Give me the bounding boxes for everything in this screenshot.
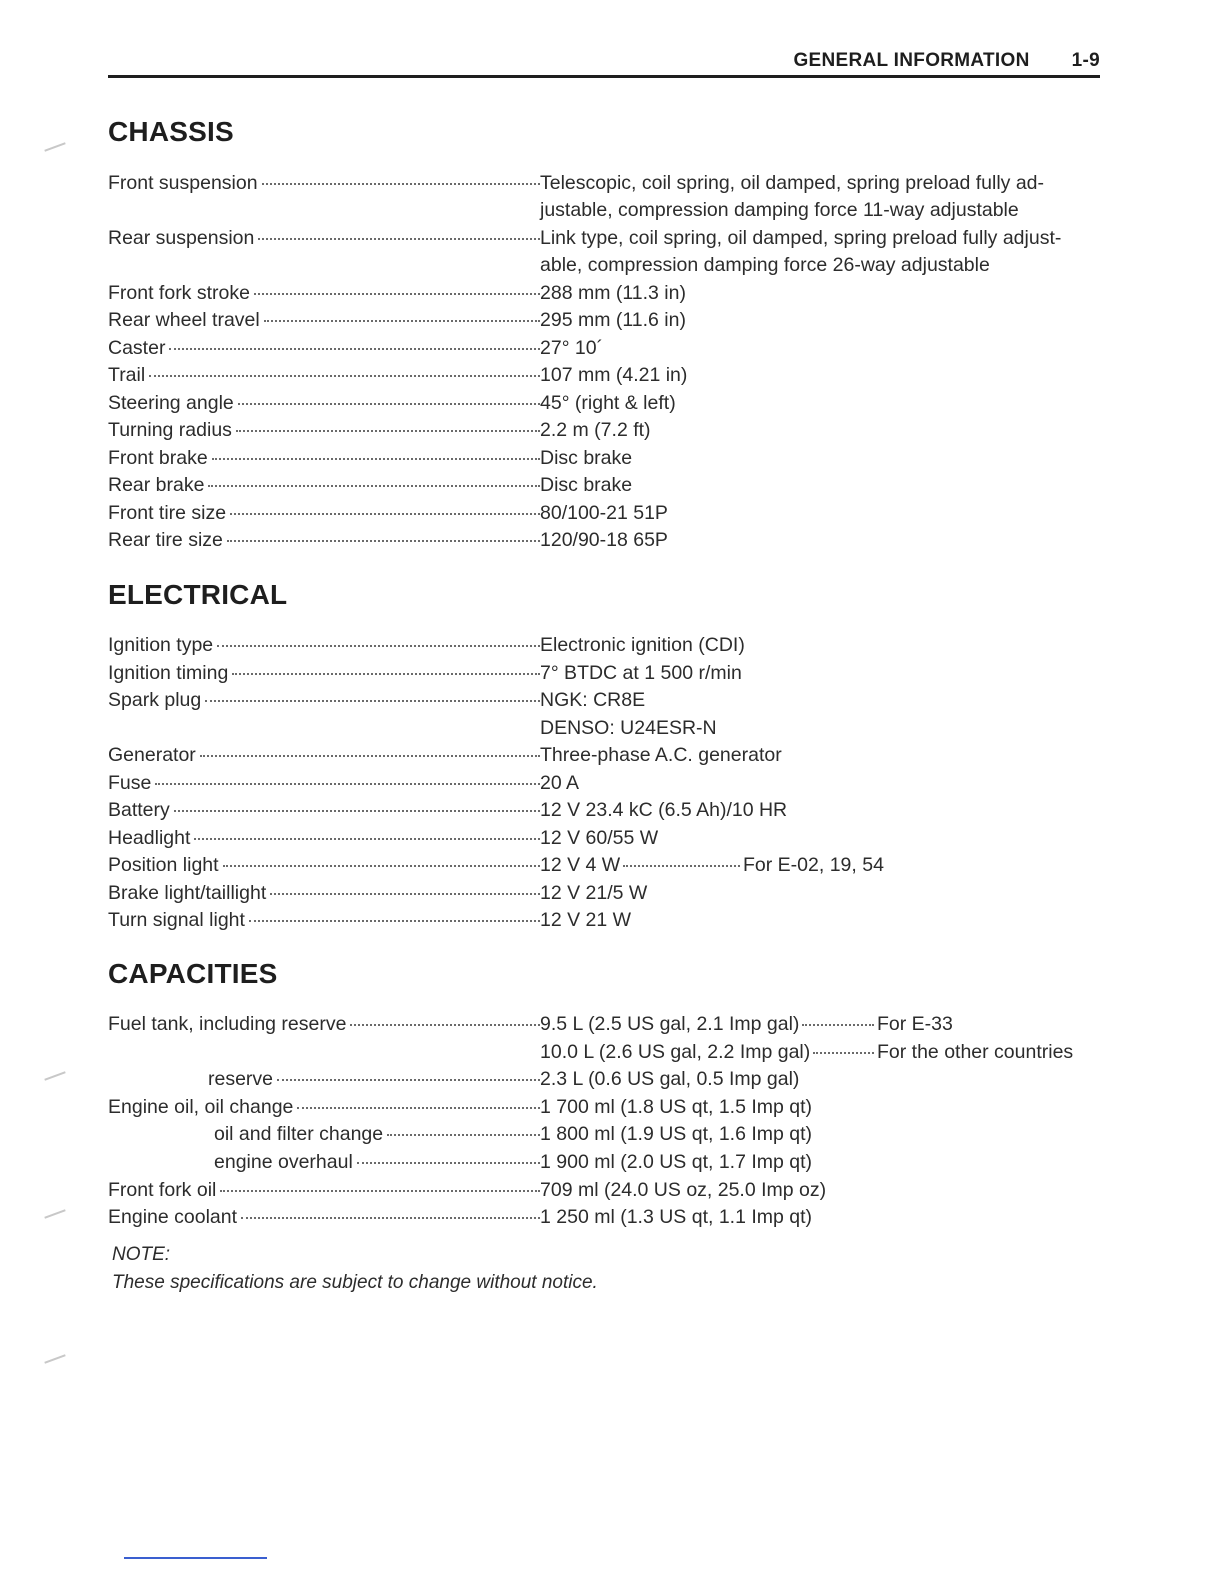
spec-value: justable, compression damping force 11-way adjustable xyxy=(540,199,1019,221)
dot-leader xyxy=(623,865,740,867)
spec-label-cell xyxy=(108,364,540,387)
spec-value-cell xyxy=(540,1013,953,1036)
spec-label: Headlight xyxy=(108,827,191,849)
spec-label: Generator xyxy=(108,744,196,766)
dot-leader xyxy=(254,293,540,295)
spec-value: 1 250 ml (1.3 US qt, 1.1 Imp qt) xyxy=(540,1206,813,1228)
dot-leader xyxy=(169,348,540,350)
spec-label: Fuel tank, including reserve xyxy=(108,1013,347,1035)
spec-value: Link type, coil spring, oil damped, spring preload fully adjust- xyxy=(540,227,1062,249)
spec-row xyxy=(108,772,579,800)
binding-mark xyxy=(44,1354,65,1363)
spec-row xyxy=(214,1151,812,1179)
spec-value-cell xyxy=(540,1123,812,1146)
spec-label: Ignition type xyxy=(108,634,214,656)
dot-leader xyxy=(232,673,540,675)
spec-row xyxy=(108,799,787,827)
spec-label: Turn signal light xyxy=(108,909,245,931)
spec-value: 709 ml (24.0 US oz, 25.0 Imp oz) xyxy=(540,1179,827,1201)
dot-leader xyxy=(174,810,540,812)
spec-row xyxy=(108,717,717,745)
spec-row xyxy=(108,392,676,420)
spec-label: Rear brake xyxy=(108,474,205,496)
running-header xyxy=(108,46,1100,76)
spec-label: Position light xyxy=(108,854,219,876)
spec-value-cell xyxy=(540,1041,1073,1064)
spec-note: For E-33 xyxy=(877,1013,953,1035)
spec-label-cell xyxy=(108,447,540,470)
spec-value: 1 900 ml (2.0 US qt, 1.7 Imp qt) xyxy=(540,1151,813,1173)
spec-value-cell xyxy=(540,1206,812,1229)
spec-label: Rear tire size xyxy=(108,529,223,551)
dot-leader xyxy=(217,645,540,647)
spec-label-cell xyxy=(108,309,540,332)
spec-note: For the other countries xyxy=(877,1041,1074,1063)
spec-value-cell xyxy=(540,634,745,657)
dot-leader xyxy=(357,1162,540,1164)
spec-label-cell xyxy=(108,502,540,525)
binding-mark xyxy=(44,1071,65,1080)
spec-value: 295 mm (11.6 in) xyxy=(540,309,686,331)
spec-value: 20 A xyxy=(540,772,580,794)
spec-row xyxy=(108,882,647,910)
dot-leader xyxy=(220,1190,540,1192)
spec-value: 27° 10´ xyxy=(540,337,604,359)
spec-label-cell xyxy=(108,799,540,822)
dot-leader xyxy=(270,893,540,895)
spec-row xyxy=(108,662,742,690)
spec-value-cell xyxy=(540,772,579,795)
spec-row xyxy=(108,502,668,530)
spec-label: Trail xyxy=(108,364,146,386)
spec-value-cell xyxy=(540,502,668,525)
dot-leader xyxy=(205,700,540,702)
footer-link-underline xyxy=(124,1557,267,1559)
spec-label-cell xyxy=(108,662,540,685)
spec-label-cell xyxy=(108,337,540,360)
spec-value: 12 V 23.4 kC (6.5 Ah)/10 HR xyxy=(540,799,788,821)
spec-label: Turning radius xyxy=(108,419,232,441)
dot-leader xyxy=(238,403,540,405)
spec-label-cell xyxy=(108,882,540,905)
binding-mark xyxy=(44,1209,65,1218)
spec-label: Fuse xyxy=(108,772,152,794)
spec-value: DENSO: U24ESR-N xyxy=(540,717,717,739)
spec-value: Three-phase A.C. generator xyxy=(540,744,782,766)
spec-row xyxy=(108,474,632,502)
spec-label: reserve xyxy=(208,1068,274,1090)
spec-value: 107 mm (4.21 in) xyxy=(540,364,688,386)
spec-row xyxy=(108,744,782,772)
spec-value-cell xyxy=(540,1179,826,1202)
spec-row xyxy=(108,172,1044,200)
spec-label-cell xyxy=(108,1179,540,1202)
spec-label-cell xyxy=(108,419,540,442)
spec-value: 12 V 21 W xyxy=(540,909,632,931)
spec-label: Front suspension xyxy=(108,172,258,194)
spec-value-cell xyxy=(540,364,687,387)
spec-label: engine overhaul xyxy=(214,1151,353,1173)
spec-value: 2.3 L (0.6 US gal, 0.5 Imp gal) xyxy=(540,1068,800,1090)
spec-label: Rear wheel travel xyxy=(108,309,260,331)
dot-leader xyxy=(249,920,540,922)
spec-value: 7° BTDC at 1 500 r/min xyxy=(540,662,742,684)
spec-value-cell xyxy=(540,689,645,712)
spec-row xyxy=(108,419,651,447)
electrical-heading: ELECTRICAL xyxy=(108,579,288,610)
spec-row xyxy=(108,364,687,392)
dot-leader xyxy=(297,1107,540,1109)
header-section-title: GENERAL INFORMATION xyxy=(793,50,1030,71)
spec-row xyxy=(108,1041,1073,1069)
spec-value-cell xyxy=(540,447,632,470)
spec-row xyxy=(108,282,686,310)
spec-label-cell xyxy=(108,634,540,657)
spec-label: Engine coolant xyxy=(108,1206,238,1228)
dot-leader xyxy=(212,458,540,460)
dot-leader xyxy=(258,238,540,240)
spec-value: Electronic ignition (CDI) xyxy=(540,634,745,656)
spec-label: Steering angle xyxy=(108,392,234,414)
spec-value-cell xyxy=(540,419,651,442)
spec-row xyxy=(108,1206,812,1234)
spec-label-cell xyxy=(214,1151,540,1174)
spec-row xyxy=(108,227,1061,255)
spec-value-cell xyxy=(540,662,742,685)
dot-leader xyxy=(155,783,540,785)
spec-value-cell xyxy=(540,1068,799,1091)
spec-value: 120/90-18 65P xyxy=(540,529,668,551)
spec-note: For E-02, 19, 54 xyxy=(743,854,884,876)
spec-label-cell xyxy=(108,689,540,712)
spec-label-cell xyxy=(108,909,540,932)
spec-value-cell xyxy=(540,529,668,552)
dot-leader xyxy=(277,1079,540,1081)
spec-value-cell xyxy=(540,392,676,415)
spec-label: Engine oil, oil change xyxy=(108,1096,294,1118)
spec-row xyxy=(108,1013,953,1041)
spec-label: Front brake xyxy=(108,447,208,469)
spec-value-cell xyxy=(540,744,782,767)
spec-value-cell xyxy=(540,799,787,822)
spec-row xyxy=(108,909,631,937)
spec-row xyxy=(108,447,632,475)
spec-label: Brake light/taillight xyxy=(108,882,267,904)
spec-row xyxy=(208,1068,799,1096)
spec-row xyxy=(108,634,745,662)
spec-label: Caster xyxy=(108,337,166,359)
spec-value: 12 V 21/5 W xyxy=(540,882,648,904)
dot-leader xyxy=(208,485,540,487)
spec-value: Telescopic, coil spring, oil damped, spring preload fully ad- xyxy=(540,172,1045,194)
spec-value: 80/100-21 51P xyxy=(540,502,668,524)
spec-label-cell xyxy=(108,1096,540,1119)
spec-label-cell xyxy=(108,744,540,767)
spec-value: Disc brake xyxy=(540,474,633,496)
chassis-heading: CHASSIS xyxy=(108,116,234,147)
spec-label: Front tire size xyxy=(108,502,227,524)
spec-value-cell xyxy=(540,199,1019,222)
spec-label-cell xyxy=(108,172,540,195)
dot-leader xyxy=(241,1217,540,1219)
spec-value: 1 800 ml (1.9 US qt, 1.6 Imp qt) xyxy=(540,1123,813,1145)
dot-leader xyxy=(350,1024,540,1026)
spec-value: 288 mm (11.3 in) xyxy=(540,282,686,304)
spec-label-cell xyxy=(108,282,540,305)
spec-value-cell xyxy=(540,854,884,877)
spec-value: 45° (right & left) xyxy=(540,392,676,414)
spec-label-cell xyxy=(108,529,540,552)
spec-label: oil and filter change xyxy=(214,1123,384,1145)
capacities-heading: CAPACITIES xyxy=(108,958,278,989)
spec-label-cell xyxy=(108,772,540,795)
spec-value: 10.0 L (2.6 US gal, 2.2 Imp gal) xyxy=(540,1041,811,1063)
header-rule xyxy=(108,75,1100,78)
spec-row xyxy=(108,854,884,882)
spec-row xyxy=(108,827,658,855)
spec-label-cell xyxy=(108,1206,540,1229)
spec-value: 9.5 L (2.5 US gal, 2.1 Imp gal) xyxy=(540,1013,800,1035)
dot-leader xyxy=(262,183,540,185)
spec-row xyxy=(108,1179,826,1207)
dot-leader xyxy=(149,375,540,377)
spec-value-cell xyxy=(540,227,1061,250)
spec-row xyxy=(108,199,1019,227)
dot-leader xyxy=(236,430,540,432)
spec-row xyxy=(108,689,645,717)
note-title: NOTE: xyxy=(112,1244,171,1265)
dot-leader xyxy=(227,540,540,542)
spec-row xyxy=(108,1096,812,1124)
spec-label-cell xyxy=(108,392,540,415)
spec-label: Rear suspension xyxy=(108,227,255,249)
dot-leader xyxy=(387,1134,540,1136)
spec-value-cell xyxy=(540,254,990,277)
spec-value-cell xyxy=(540,282,686,305)
dot-leader xyxy=(264,320,540,322)
spec-value-cell xyxy=(540,717,717,740)
note-text: These specifications are subject to change without notice. xyxy=(112,1272,598,1293)
spec-label-cell xyxy=(108,827,540,850)
spec-value: 12 V 60/55 W xyxy=(540,827,659,849)
dot-leader xyxy=(802,1024,874,1026)
dot-leader xyxy=(194,838,540,840)
spec-value: 2.2 m (7.2 ft) xyxy=(540,419,651,441)
spec-value-cell xyxy=(540,882,647,905)
spec-row xyxy=(108,254,990,282)
spec-row xyxy=(214,1123,812,1151)
spec-label-cell xyxy=(208,1068,540,1091)
spec-label: Spark plug xyxy=(108,689,202,711)
page-number: 1-9 xyxy=(1071,50,1100,71)
spec-row xyxy=(108,529,668,557)
dot-leader xyxy=(230,513,540,515)
spec-label: Ignition timing xyxy=(108,662,229,684)
spec-row xyxy=(108,309,686,337)
spec-value: Disc brake xyxy=(540,447,633,469)
spec-label: Battery xyxy=(108,799,170,821)
spec-value-cell xyxy=(540,172,1044,195)
spec-value-cell xyxy=(540,1151,812,1174)
spec-label-cell xyxy=(108,1013,540,1036)
spec-value: NGK: CR8E xyxy=(540,689,646,711)
binding-mark xyxy=(44,142,65,151)
spec-value-cell xyxy=(540,827,658,850)
spec-label: Front fork oil xyxy=(108,1179,217,1201)
spec-row xyxy=(108,337,603,365)
spec-label: Front fork stroke xyxy=(108,282,250,304)
spec-label-cell xyxy=(108,474,540,497)
spec-value: 1 700 ml (1.8 US qt, 1.5 Imp qt) xyxy=(540,1096,813,1118)
spec-value: able, compression damping force 26-way adjustable xyxy=(540,254,990,276)
dot-leader xyxy=(200,755,540,757)
spec-label-cell xyxy=(108,854,540,877)
spec-value-cell xyxy=(540,337,603,360)
spec-value-cell xyxy=(540,1096,812,1119)
dot-leader xyxy=(223,865,540,867)
spec-label-cell xyxy=(108,227,540,250)
spec-value: 12 V 4 W xyxy=(540,854,621,876)
spec-label-cell xyxy=(214,1123,540,1146)
spec-value-cell xyxy=(540,474,632,497)
spec-value-cell xyxy=(540,309,686,332)
dot-leader xyxy=(813,1052,874,1054)
spec-value-cell xyxy=(540,909,631,932)
